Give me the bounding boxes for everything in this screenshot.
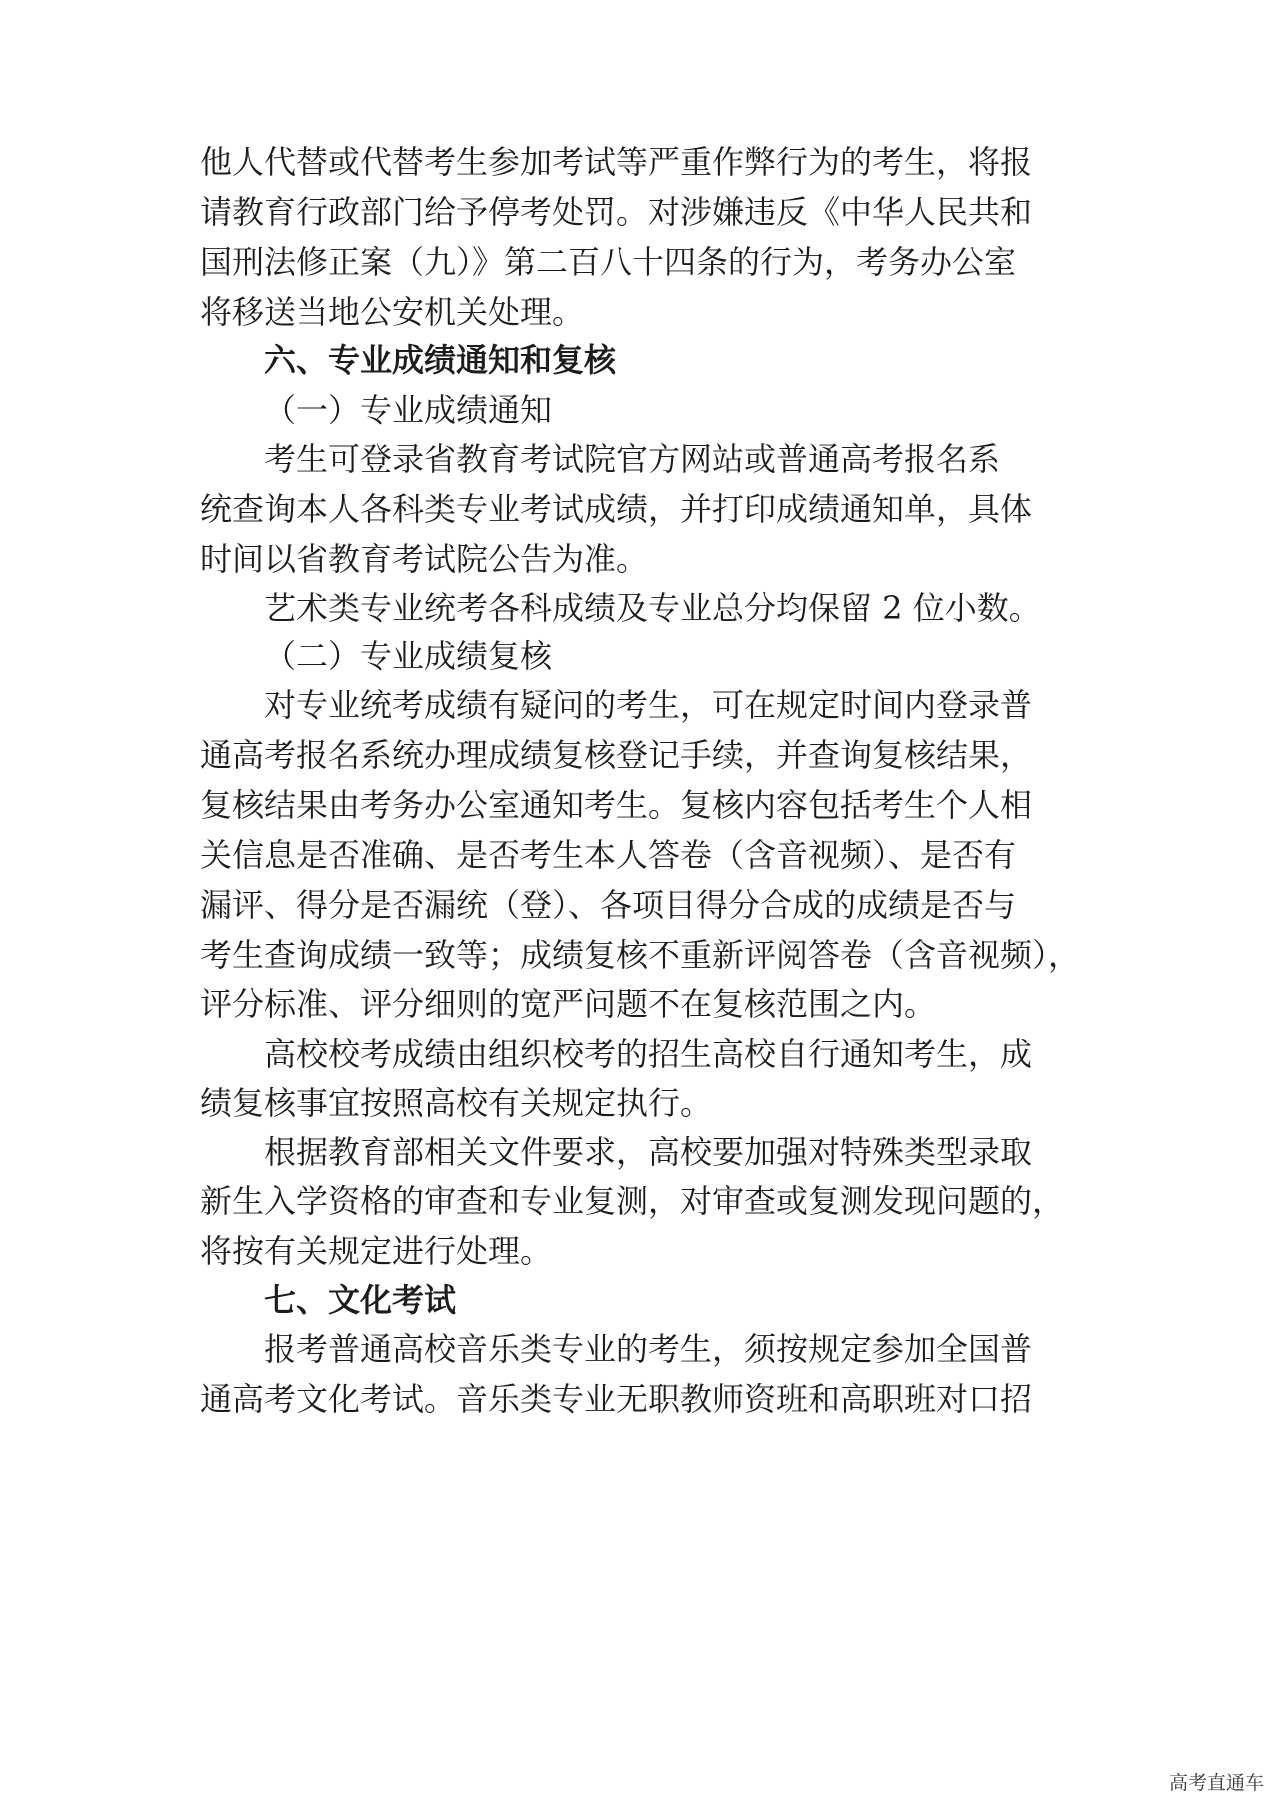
- body-text-line: 绩复核事宜按照高校有关规定执行。: [200, 1084, 713, 1122]
- section-heading-seven: 七、文化考试: [264, 1281, 457, 1319]
- body-text-line: 高校校考成绩由组织校考的招生高校自行通知考生，成: [264, 1035, 1033, 1073]
- body-text-line: 考生查询成绩一致等；成绩复核不重新评阅答卷（含音视频），: [200, 936, 1080, 974]
- body-text-line: 新生入学资格的审查和专业复测，对审查或复测发现问题的，: [200, 1182, 1065, 1220]
- body-text-line: 报考普通高校音乐类专业的考生，须按规定参加全国普: [264, 1330, 1033, 1368]
- body-text-line: 根据教育部相关文件要求，高校要加强对特殊类型录取: [264, 1133, 1033, 1171]
- body-text-line: 将移送当地公安机关处理。: [200, 293, 585, 331]
- body-text-line: 漏评、得分是否漏统（登）、各项目得分合成的成绩是否与: [200, 886, 1017, 924]
- body-text-line: 他人代替或代替考生参加考试等严重作弊行为的考生，将报: [200, 143, 1033, 181]
- section-heading-six: 六、专业成绩通知和复核: [264, 341, 617, 379]
- body-text-line: 将按有关规定进行处理。: [200, 1232, 553, 1270]
- body-text-line: 通高考报名系统办理成绩复核登记手续，并查询复核结果，: [200, 736, 1033, 774]
- body-text-line: 国刑法修正案（九）》第二百八十四条的行为，考务办公室: [200, 243, 1017, 281]
- watermark-label: 高考直通车: [1168, 1772, 1264, 1794]
- body-text-line: 时间以省教育考试院公告为准。: [200, 540, 649, 578]
- body-text-line: 考生可登录省教育考试院官方网站或普通高考报名系: [264, 440, 1001, 478]
- body-text-line: 评分标准、评分细则的宽严问题不在复核范围之内。: [200, 985, 937, 1023]
- body-text-line: 艺术类专业统考各科成绩及专业总分均保留 2 位小数。: [264, 589, 1041, 627]
- body-text-line: 通高考文化考试。音乐类专业无职教师资班和高职班对口招: [200, 1380, 1033, 1418]
- body-text-line: 复核结果由考务办公室通知考生。复核内容包括考生个人相: [200, 786, 1033, 824]
- body-text-line: 对专业统考成绩有疑问的考生，可在规定时间内登录普: [264, 686, 1033, 724]
- subsection-heading-one: （一）专业成绩通知: [264, 391, 553, 429]
- body-text-line: 请教育行政部门给予停考处罚。对涉嫌违反《中华人民共和: [200, 193, 1033, 231]
- body-text-line: 关信息是否准确、是否考生本人答卷（含音视频）、是否有: [200, 836, 1017, 874]
- subsection-heading-two: （二）专业成绩复核: [264, 637, 553, 675]
- body-text-line: 统查询本人各科类专业考试成绩，并打印成绩通知单，具体: [200, 490, 1033, 528]
